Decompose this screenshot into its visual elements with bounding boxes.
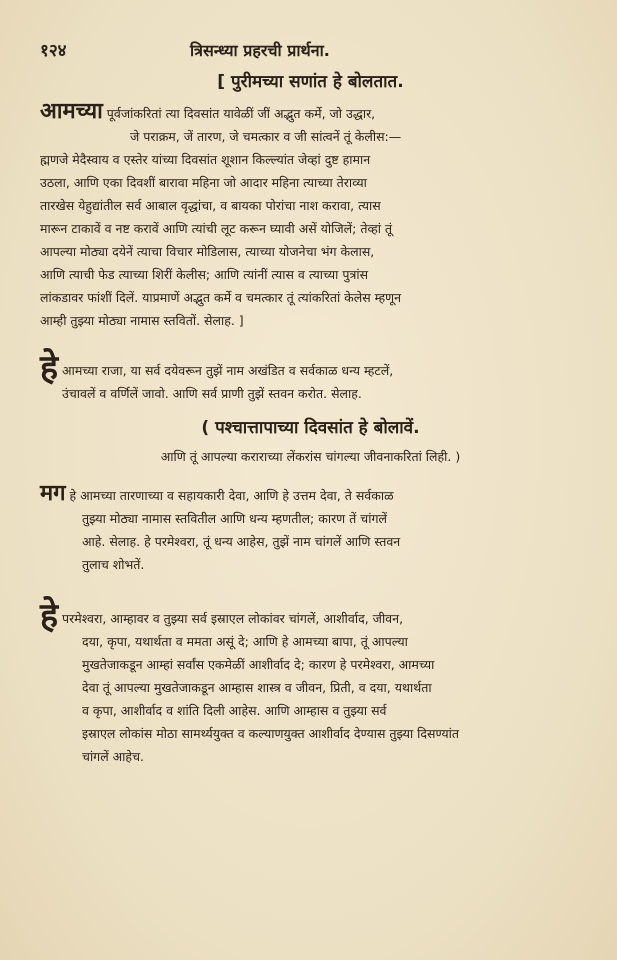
rubric-instruction: आणि तूं आपल्या कराराच्या लेंकरांस चांगल्या जीवनाकरितां लिही. ) <box>160 449 461 464</box>
text-line: आपल्या मोठ्या दयेनें त्याचा विचार मोडिलास, त्याच्या योजनेचा भंग केलास, <box>40 244 375 259</box>
text-line: जे पराक्रम, जें तारण, जे चमत्कार व जी सांत्वनें तूं केलीस:— <box>130 129 402 144</box>
initial-word: आमच्या <box>40 98 103 124</box>
section-rubric-repentance: ( पश्चात्तापाच्या दिवसांत हे बोलावें. <box>201 418 420 438</box>
running-head <box>40 38 581 61</box>
page-number: १२४ <box>40 41 67 61</box>
text-line: व कृपा, आशीर्वाद व शांति दिली आहेस. आणि आम्हास व तुझ्या सर्व <box>82 703 387 718</box>
text-line: आहे. सेलाह. हे परमेश्वरा, तूं धन्य आहेस, तुझें नाम चांगलें आणि स्तवन <box>82 534 401 549</box>
initial-word: हे <box>40 596 59 636</box>
text-line <box>40 100 581 125</box>
text-line: दया, कृपा, यथार्थता व ममता असूं दे; आणि हे आमच्या बापा, तूं आपल्या <box>82 634 408 649</box>
text-line: आम्ही तुझ्या मोठ्या नामास स्तवितों. सेलाह. ] <box>40 313 244 328</box>
running-title: त्रिसन्ध्या प्रहरची प्रार्थना. <box>190 41 330 60</box>
text-line: तुलाच शोभतें. <box>82 557 145 572</box>
text-line <box>40 348 581 388</box>
text-line: तुझ्या मोठ्या नामास स्तवितील आणि धन्य म्हणतील; कारण तें चांगलें <box>82 511 387 526</box>
text-line: मारून टाकावें व नष्ट करावें आणि त्यांची लूट करून घ्यावी असें योजिलें; तेव्हां तूं <box>40 221 393 236</box>
text-span: आमच्या राजा, या सर्व दयेवरून तुझें नाम अखंडित व सर्वकाळ धन्य म्हटलें, <box>62 363 394 378</box>
paragraph-blessing <box>40 596 581 768</box>
text-line: इस्राएल लोकांस मोठा सामर्थ्ययुक्त व कल्याणयुक्त आशीर्वाद देण्यास तुझ्या दिसण्यांत <box>82 726 460 741</box>
section-rubric-purim: [ पुरीमच्या सणांत हे बोलतात. <box>217 72 404 92</box>
text-line <box>40 596 581 636</box>
text-line: देवा तूं आपल्या मुखतेजाकडून आम्हास शास्त्र व जीवन, प्रिती, व दया, यथार्थता <box>82 680 432 695</box>
text-line: चांगलें आहेच. <box>82 749 144 764</box>
text-line: लांकडावर फांशीं दिलें. याप्रमाणें अद्भुत कर्मे व चमत्कार तूं त्यांकरितां केलेस म्हणून <box>40 290 402 305</box>
paragraph-purim <box>40 100 581 332</box>
text-line: उंचावलें व वर्णिलें जावो. आणि सर्व प्राणी तुझें स्तवन करोत. सेलाह. <box>62 386 362 401</box>
text-span: पूर्वजांकरितां त्या दिवसांत यावेळीं जीं अद्भुत कर्मे, जो उद्धार, <box>106 106 376 121</box>
text-line: ह्मणजे मेदैस्वाय व एस्तेर यांच्या दिवसांत शूशान किल्ल्यांत जेव्हां दुष्ट हामान <box>40 152 371 167</box>
text-line: मुखतेजाकडून आम्हां सर्वांस एकमेळीं आशीर्वाद दे; कारण हे परमेश्वरा, आमच्या <box>82 657 435 672</box>
initial-word: हे <box>40 348 59 388</box>
text-span: हे आमच्या तारणाच्या व सहायकारी देवा, आणि हे उत्तम देवा, ते सर्वकाळ <box>69 488 394 503</box>
text-line: तारखेस येहुद्यांतील सर्व आबाल वृद्धांचा, व बायका पोरांचा नाश करावा, त्यास <box>40 198 381 213</box>
initial-word: मग <box>40 480 66 506</box>
text-line <box>40 482 581 507</box>
text-span: परमेश्वरा, आम्हावर व तुझ्या सर्व इस्राएल लोकांवर चांगलें, आशीर्वाद, जीवन, <box>62 611 404 626</box>
text-line: उठला, आणि एका दिवशीं बारावा महिना जो आदार महिना त्याच्या तेराव्या <box>40 175 367 190</box>
paragraph-salvation <box>40 482 581 576</box>
text-line: आणि त्याची फेड त्याच्या शिरीं केलीस; आणि त्यांनीं त्यास व त्याच्या पुत्रांस <box>40 267 369 282</box>
paragraph-king <box>40 348 581 405</box>
